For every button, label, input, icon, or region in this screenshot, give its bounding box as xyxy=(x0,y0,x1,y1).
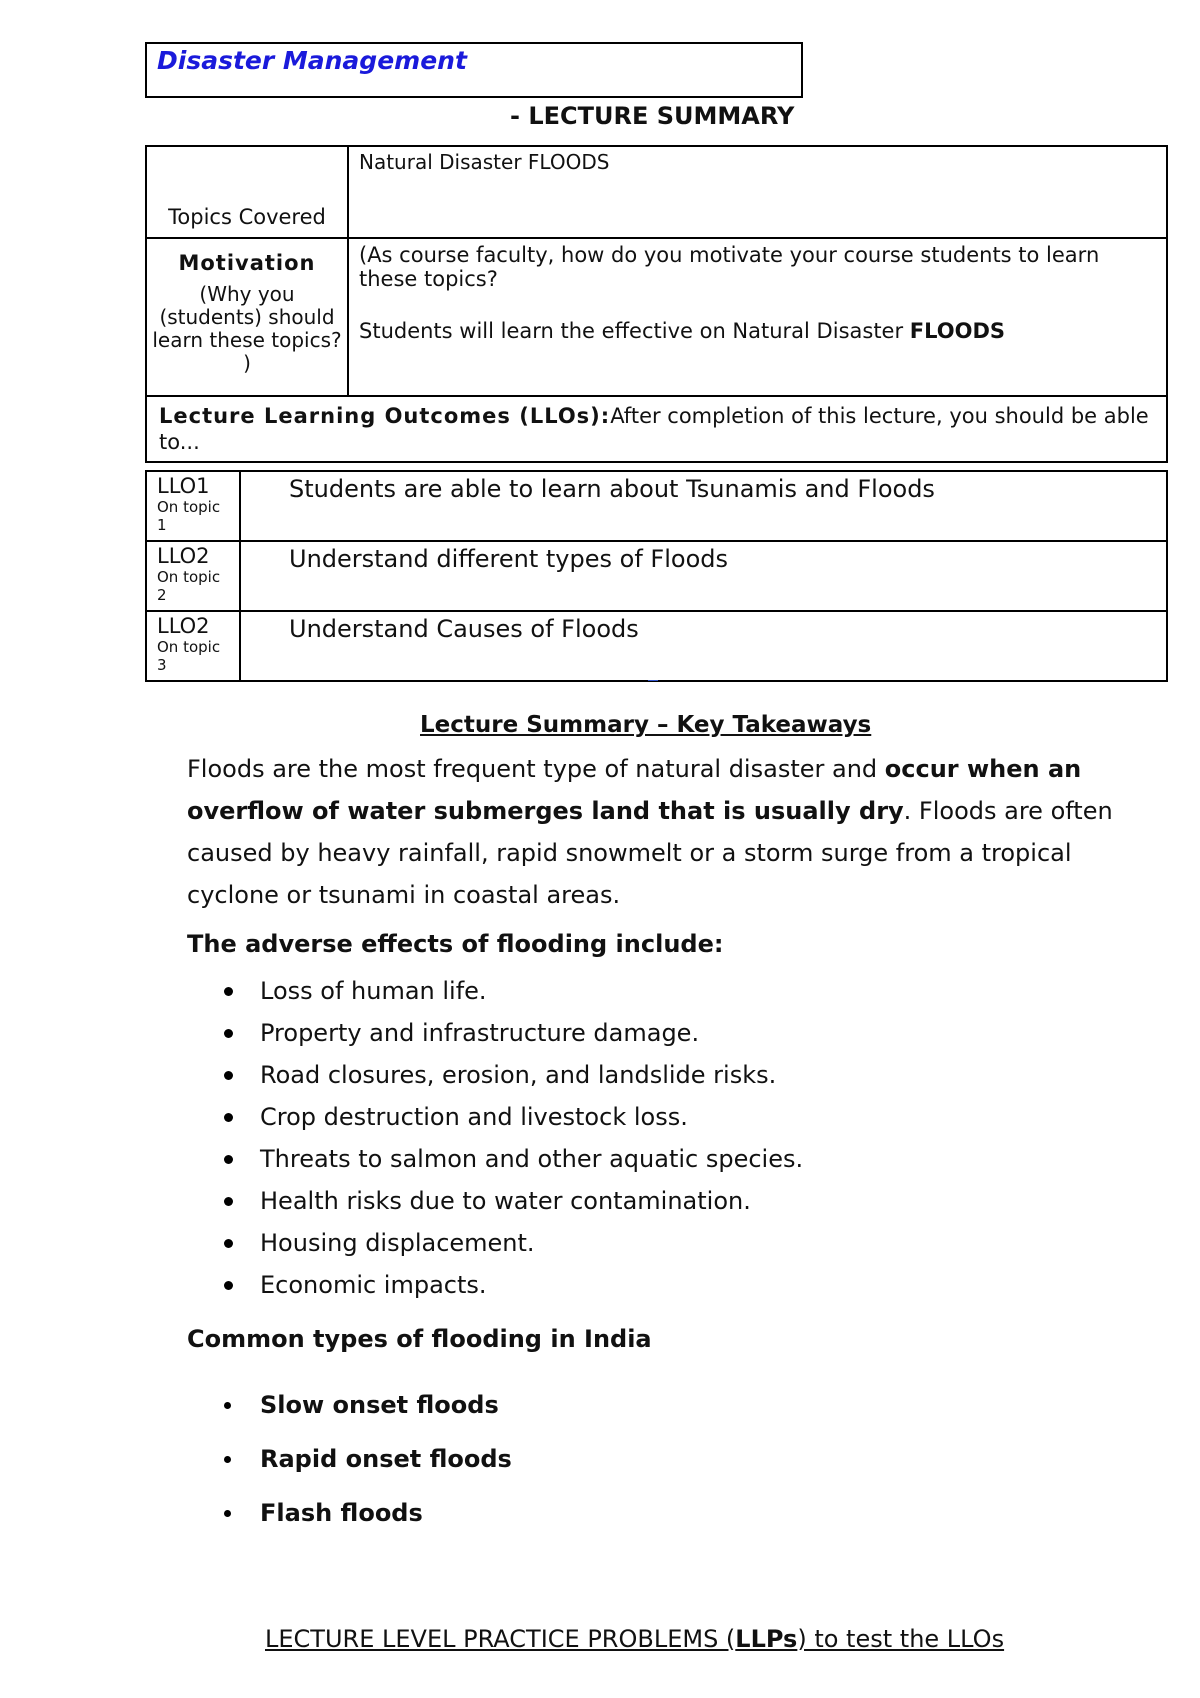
key-takeaways-heading: Lecture Summary – Key Takeaways xyxy=(420,712,872,738)
course-title-box xyxy=(145,42,803,98)
list-item: Economic impacts. xyxy=(187,1264,803,1306)
list-item: Slow onset floods xyxy=(187,1378,512,1432)
summary-bold: occur when an overflow of water submerges land that is usually dry xyxy=(187,755,1082,825)
motivation-subtitle: (Why you (students) should learn these topics? ) xyxy=(152,282,342,375)
motivation-answer: Students will learn the effective on Natural Disaster FLOODS xyxy=(359,319,1006,343)
types-heading: Common types of flooding in India xyxy=(187,1325,652,1353)
course-title: Disaster Management xyxy=(157,46,467,75)
list-item: Threats to salmon and other aquatic species. xyxy=(187,1138,803,1180)
motivation-value-cell xyxy=(348,238,1167,396)
table-row xyxy=(146,471,1167,541)
llps-heading: LECTURE LEVEL PRACTICE PROBLEMS (LLPs) to test the LLOs xyxy=(265,1625,1005,1653)
llo-text: Understand Causes of Floods xyxy=(240,611,1167,681)
motivation-question: (As course faculty, how do you motivate your course students to learn these topics? xyxy=(359,243,1100,291)
llo-code: LLO2 xyxy=(157,614,210,638)
topics-value: Natural Disaster FLOODS xyxy=(359,150,610,174)
lecture-summary-heading: - LECTURE SUMMARY xyxy=(510,102,795,130)
list-item: Flash floods xyxy=(187,1486,512,1540)
effects-list xyxy=(187,970,803,1306)
info-table xyxy=(145,145,1168,463)
table-row xyxy=(146,541,1167,611)
summary-paragraph: Floods are the most frequent type of natural disaster and occur when an overflow of water submerges land that is usually dry. Floods are often caused by heavy rainfall, rapid snowmelt or a storm surge from a tropical cyclone or tsunami in coastal areas. xyxy=(187,755,1113,909)
llo-text: Students are able to learn about Tsunamis and Floods xyxy=(240,471,1167,541)
topics-value-cell xyxy=(348,146,1167,238)
llo-intro-cell xyxy=(146,396,1167,462)
llo-topic: On topic 3 xyxy=(157,638,221,674)
llo-code: LLO1 xyxy=(157,474,210,498)
llo-intro: After completion of this lecture, you should be able to... xyxy=(159,404,1149,454)
list-item: Rapid onset floods xyxy=(187,1432,512,1486)
list-item: Health risks due to water contamination. xyxy=(187,1180,803,1222)
list-item: Housing displacement. xyxy=(187,1222,803,1264)
list-item: Loss of human life. xyxy=(187,970,803,1012)
llo-label: Lecture Learning Outcomes (LLOs): xyxy=(159,404,611,428)
list-item: Property and infrastructure damage. xyxy=(187,1012,803,1054)
llo-topic: On topic 1 xyxy=(157,498,221,534)
llo-text: Understand different types of Floods xyxy=(240,541,1167,611)
llo-code: LLO2 xyxy=(157,544,210,568)
types-list xyxy=(187,1378,512,1540)
llo-table xyxy=(145,470,1168,682)
underline-mark xyxy=(648,680,658,681)
llps-bold: LLPs xyxy=(735,1625,798,1653)
topics-label-cell xyxy=(146,146,348,238)
llo-code-cell xyxy=(146,541,240,611)
list-item: Crop destruction and livestock loss. xyxy=(187,1096,803,1138)
table-row xyxy=(146,611,1167,681)
llo-code-cell xyxy=(146,471,240,541)
effects-heading: The adverse effects of flooding include: xyxy=(187,930,724,958)
list-item: Road closures, erosion, and landslide risks. xyxy=(187,1054,803,1096)
motivation-label-cell xyxy=(146,238,348,396)
topics-label: Topics Covered xyxy=(168,205,326,229)
llo-topic: On topic 2 xyxy=(157,568,221,604)
motivation-title: Motivation xyxy=(178,251,316,275)
llo-code-cell xyxy=(146,611,240,681)
motivation-answer-bold: FLOODS xyxy=(909,319,1006,343)
